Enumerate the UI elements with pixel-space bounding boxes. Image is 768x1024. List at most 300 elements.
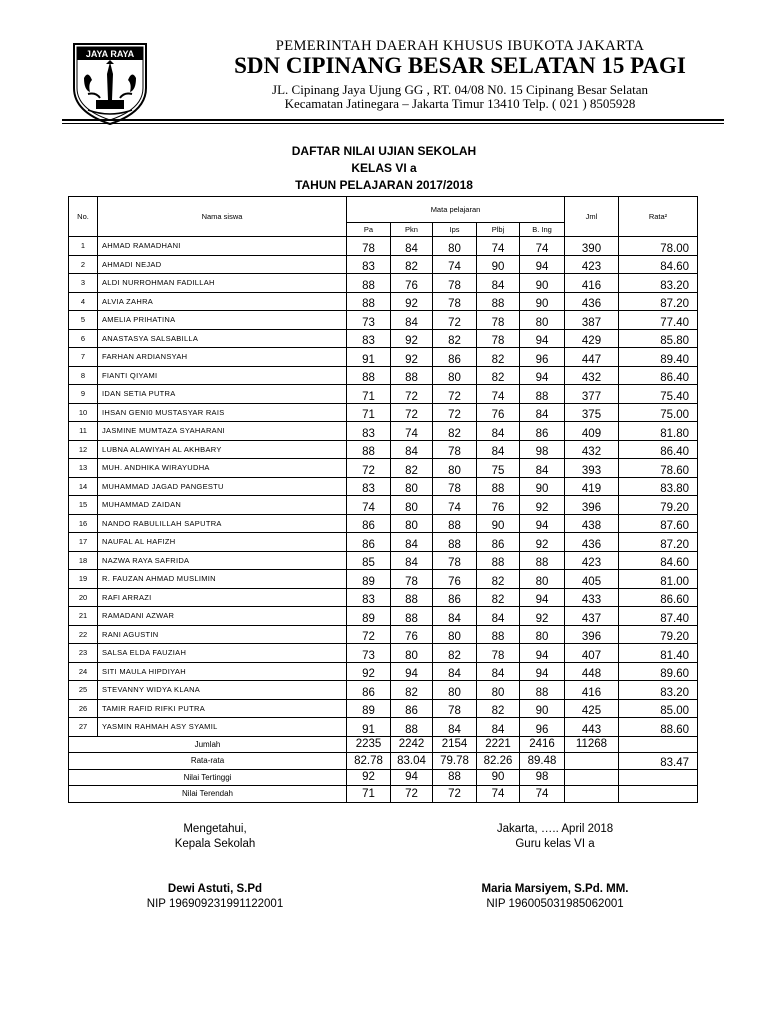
row-number: 19 [69,570,98,589]
score-cell: 82 [391,255,433,274]
signature-right-line1: Jakarta, ….. April 2018 [496,823,614,835]
total-cell: 423 [565,551,619,570]
table-row [69,681,698,700]
row-number: 10 [69,403,98,422]
score-cell: 82 [477,366,520,385]
average-cell: 78.60 [619,459,698,478]
score-cell: 90 [520,292,565,311]
summary-label: Nilai Tertinggi [69,769,347,786]
row-number: 15 [69,496,98,515]
svg-text:JAYA RAYA: JAYA RAYA [85,49,135,59]
score-cell: 94 [520,662,565,681]
score-cell: 78 [433,477,477,496]
total-cell: 436 [565,533,619,552]
summary-value: 82.26 [477,753,520,770]
score-cell: 88 [433,533,477,552]
average-cell: 87.20 [619,292,698,311]
average-cell: 83.80 [619,477,698,496]
row-number: 3 [69,274,98,293]
header-subject-plbj: Plbj [477,223,520,237]
row-number: 17 [69,533,98,552]
table-row [69,274,698,293]
row-number: 18 [69,551,98,570]
score-cell: 88 [477,477,520,496]
score-cell: 86 [347,533,391,552]
summary-rows [69,736,698,802]
total-cell: 377 [565,385,619,404]
total-cell: 416 [565,681,619,700]
summary-value: 88 [433,769,477,786]
score-cell: 89 [347,699,391,718]
score-cell: 83 [347,329,391,348]
score-cell: 73 [347,311,391,330]
average-cell: 84.60 [619,551,698,570]
summary-value: 92 [347,769,391,786]
average-cell: 87.20 [619,533,698,552]
header-rata: Rata² [619,197,698,237]
row-number: 8 [69,366,98,385]
student-name: SITI MAULA HIPDIYAH [98,662,347,681]
score-cell: 72 [347,625,391,644]
total-cell: 405 [565,570,619,589]
score-cell: 86 [520,422,565,441]
score-cell: 72 [433,385,477,404]
total-cell: 423 [565,255,619,274]
grades-table [68,196,698,803]
score-cell: 86 [477,533,520,552]
table-row [69,588,698,607]
summary-row [69,769,698,786]
average-cell: 79.20 [619,496,698,515]
score-cell: 76 [433,570,477,589]
table-row [69,459,698,478]
row-number: 5 [69,311,98,330]
average-cell: 86.40 [619,366,698,385]
summary-label: Nilai Terendah [69,786,347,803]
score-cell: 73 [347,644,391,663]
average-cell: 75.00 [619,403,698,422]
summary-value: 72 [391,786,433,803]
score-cell: 82 [477,699,520,718]
score-cell: 84 [477,440,520,459]
score-cell: 78 [433,440,477,459]
score-cell: 74 [433,255,477,274]
signature-left [110,822,320,912]
score-cell: 78 [433,292,477,311]
table-row [69,551,698,570]
summary-value: 71 [347,786,391,803]
summary-value: 79.78 [433,753,477,770]
score-cell: 88 [520,385,565,404]
total-cell: 432 [565,440,619,459]
summary-average: 83.47 [619,753,698,770]
summary-row [69,736,698,753]
score-cell: 84 [477,718,520,737]
average-cell: 89.60 [619,662,698,681]
score-cell: 84 [433,718,477,737]
average-cell: 83.20 [619,681,698,700]
score-cell: 75 [477,459,520,478]
score-cell: 74 [433,496,477,515]
score-cell: 91 [347,348,391,367]
score-cell: 72 [433,311,477,330]
student-name: TAMIR RAFID RIFKI PUTRA [98,699,347,718]
summary-value: 98 [520,769,565,786]
average-cell: 88.60 [619,718,698,737]
score-cell: 88 [520,551,565,570]
average-cell: 87.40 [619,607,698,626]
score-cell: 84 [477,274,520,293]
row-number: 16 [69,514,98,533]
total-cell: 433 [565,588,619,607]
score-cell: 94 [520,588,565,607]
score-cell: 84 [477,422,520,441]
score-cell: 90 [520,274,565,293]
score-cell: 88 [347,274,391,293]
score-cell: 71 [347,385,391,404]
score-cell: 86 [391,699,433,718]
signature-left-line1: Mengetahui, [183,823,247,835]
total-cell: 375 [565,403,619,422]
summary-value: 89.48 [520,753,565,770]
total-cell: 393 [565,459,619,478]
row-number: 9 [69,385,98,404]
summary-label: Jumlah [69,736,347,753]
score-cell: 78 [477,329,520,348]
score-cell: 90 [477,514,520,533]
average-cell: 78.00 [619,237,698,256]
row-number: 22 [69,625,98,644]
table-row [69,440,698,459]
student-name: AHMAD RAMADHANI [98,237,347,256]
score-cell: 84 [391,551,433,570]
jaya-raya-emblem-icon [66,40,154,126]
score-cell: 90 [520,699,565,718]
score-cell: 84 [391,311,433,330]
score-cell: 86 [433,348,477,367]
letterhead [0,0,768,125]
school-address-line-1: JL. Cipinang Jaya Ujung GG , RT. 04/08 N0. 15 Cipinang Besar Selatan [272,82,648,97]
student-name: NAZWA RAYA SAFRIDA [98,551,347,570]
score-cell: 98 [520,440,565,459]
total-cell: 448 [565,662,619,681]
header-name: Nama siswa [98,197,347,237]
score-cell: 89 [347,607,391,626]
score-cell: 84 [433,607,477,626]
score-cell: 82 [391,681,433,700]
score-cell: 92 [391,292,433,311]
score-cell: 80 [433,625,477,644]
average-cell: 86.60 [619,588,698,607]
student-name: IHSAN GENI0 MUSTASYAR RAIS [98,403,347,422]
score-cell: 88 [347,292,391,311]
summary-label: Rata-rata [69,753,347,770]
score-cell: 74 [347,496,391,515]
score-cell: 88 [391,607,433,626]
score-cell: 94 [520,366,565,385]
score-cell: 78 [433,274,477,293]
total-cell: 387 [565,311,619,330]
score-cell: 96 [520,718,565,737]
header-subject-bing: B. Ing [520,223,565,237]
row-number: 12 [69,440,98,459]
total-cell: 436 [565,292,619,311]
score-cell: 88 [477,292,520,311]
signature-right-line2: Guru kelas VI a [515,838,595,850]
total-cell: 396 [565,625,619,644]
total-cell: 432 [565,366,619,385]
score-cell: 84 [477,607,520,626]
row-number: 13 [69,459,98,478]
title-line-2: KELAS VI a [351,161,417,175]
summary-total [565,769,619,786]
score-cell: 80 [477,681,520,700]
score-cell: 84 [391,440,433,459]
score-cell: 82 [391,459,433,478]
score-cell: 80 [391,477,433,496]
total-cell: 390 [565,237,619,256]
total-cell: 447 [565,348,619,367]
student-name: AHMADI NEJAD [98,255,347,274]
score-cell: 83 [347,588,391,607]
score-cell: 80 [433,681,477,700]
header-subject-ips: Ips [433,223,477,237]
student-name: ALVIA ZAHRA [98,292,347,311]
table-row [69,644,698,663]
total-cell: 437 [565,607,619,626]
student-name: AMELIA PRIHATINA [98,311,347,330]
score-cell: 84 [477,662,520,681]
summary-value: 2154 [433,736,477,753]
score-cell: 78 [477,311,520,330]
score-cell: 89 [347,570,391,589]
score-cell: 94 [520,329,565,348]
summary-value: 74 [477,786,520,803]
student-name: ALDI NURROHMAN FADILLAH [98,274,347,293]
total-cell: 407 [565,644,619,663]
row-number: 6 [69,329,98,348]
school-address-line-2: Kecamatan Jatinegara – Jakarta Timur 13410 Telp. ( 021 ) 8505928 [284,96,636,111]
score-cell: 86 [433,588,477,607]
score-cell: 88 [520,681,565,700]
student-name: MUHAMMAD JAGAD PANGESTU [98,477,347,496]
table-row [69,403,698,422]
score-cell: 88 [391,588,433,607]
score-cell: 90 [520,477,565,496]
table-row [69,570,698,589]
table-row [69,255,698,274]
student-name: JASMINE MUMTAZA SYAHARANI [98,422,347,441]
score-cell: 94 [520,514,565,533]
score-cell: 80 [433,366,477,385]
score-cell: 88 [391,366,433,385]
table-row [69,514,698,533]
row-number: 4 [69,292,98,311]
student-name: RAFI ARRAZI [98,588,347,607]
score-cell: 84 [391,533,433,552]
table-row [69,699,698,718]
average-cell: 81.80 [619,422,698,441]
row-number: 23 [69,644,98,663]
signature-right-name: Maria Marsiyem, S.Pd. MM. [481,883,629,895]
average-cell: 77.40 [619,311,698,330]
score-cell: 76 [391,274,433,293]
school-name: SDN CIPINANG BESAR SELATAN 15 PAGI [234,53,686,78]
score-cell: 72 [391,403,433,422]
header-jml: Jml [565,197,619,237]
student-name: FIANTI QIYAMI [98,366,347,385]
average-cell: 81.00 [619,570,698,589]
row-number: 27 [69,718,98,737]
table-row [69,329,698,348]
student-name: SALSA ELDA FAUZIAH [98,644,347,663]
score-cell: 82 [433,422,477,441]
summary-value: 74 [520,786,565,803]
summary-total [565,753,619,770]
total-cell: 443 [565,718,619,737]
score-cell: 78 [433,551,477,570]
score-cell: 80 [520,625,565,644]
row-number: 26 [69,699,98,718]
summary-value: 90 [477,769,520,786]
score-cell: 78 [433,699,477,718]
summary-row [69,786,698,803]
score-cell: 80 [433,459,477,478]
table-row [69,422,698,441]
summary-value: 94 [391,769,433,786]
row-number: 1 [69,237,98,256]
table-row [69,292,698,311]
average-cell: 89.40 [619,348,698,367]
score-cell: 74 [477,385,520,404]
score-cell: 86 [347,514,391,533]
score-cell: 80 [520,570,565,589]
total-cell: 409 [565,422,619,441]
score-cell: 78 [477,644,520,663]
total-cell: 419 [565,477,619,496]
header-no: No. [69,197,98,237]
student-name: FARHAN ARDIANSYAH [98,348,347,367]
student-name: MUHAMMAD ZAIDAN [98,496,347,515]
summary-row [69,753,698,770]
row-number: 24 [69,662,98,681]
score-cell: 85 [347,551,391,570]
header-subject-pa: Pa [347,223,391,237]
student-name: MUH. ANDHIKA WIRAYUDHA [98,459,347,478]
score-cell: 83 [347,477,391,496]
total-cell: 396 [565,496,619,515]
score-cell: 78 [391,570,433,589]
score-cell: 91 [347,718,391,737]
table-row [69,607,698,626]
score-cell: 82 [433,644,477,663]
total-cell: 425 [565,699,619,718]
table-row [69,533,698,552]
average-cell: 86.40 [619,440,698,459]
score-cell: 92 [347,662,391,681]
student-name: IDAN SETIA PUTRA [98,385,347,404]
table-row [69,348,698,367]
score-cell: 92 [391,348,433,367]
signature-right [440,822,670,912]
header-subject-pkn: Pkn [391,223,433,237]
student-name: NANDO RABULILLAH SAPUTRA [98,514,347,533]
score-cell: 84 [520,403,565,422]
student-name: RANI AGUSTIN [98,625,347,644]
student-name: RAMADANI AZWAR [98,607,347,626]
student-name: STEVANNY WIDYA KLANA [98,681,347,700]
student-rows [69,237,698,737]
signature-left-line2: Kepala Sekolah [174,838,256,850]
score-cell: 80 [391,496,433,515]
score-cell: 82 [477,570,520,589]
student-name: LUBNA ALAWIYAH AL AKHBARY [98,440,347,459]
score-cell: 74 [520,237,565,256]
score-cell: 83 [347,422,391,441]
score-cell: 88 [347,440,391,459]
table-row [69,718,698,737]
score-cell: 83 [347,255,391,274]
table-row [69,496,698,515]
student-name: R. FAUZAN AHMAD MUSLIMIN [98,570,347,589]
score-cell: 96 [520,348,565,367]
score-cell: 92 [520,607,565,626]
average-cell: 79.20 [619,625,698,644]
table-row [69,311,698,330]
summary-value: 2221 [477,736,520,753]
summary-value: 2416 [520,736,565,753]
summary-value: 2235 [347,736,391,753]
score-cell: 71 [347,403,391,422]
table-row [69,662,698,681]
average-cell: 75.40 [619,385,698,404]
score-cell: 84 [391,237,433,256]
summary-value: 2242 [391,736,433,753]
row-number: 20 [69,588,98,607]
summary-average [619,786,698,803]
average-cell: 85.00 [619,699,698,718]
summary-value: 72 [433,786,477,803]
score-cell: 72 [347,459,391,478]
total-cell: 438 [565,514,619,533]
score-cell: 94 [520,255,565,274]
signature-left-nip: NIP 196909231991122001 [146,898,284,910]
score-cell: 92 [520,533,565,552]
student-name: YASMIN RAHMAH ASY SYAMIL [98,718,347,737]
row-number: 2 [69,255,98,274]
score-cell: 94 [520,644,565,663]
score-cell: 76 [477,403,520,422]
row-number: 11 [69,422,98,441]
table-row [69,625,698,644]
score-cell: 78 [347,237,391,256]
summary-average [619,736,698,753]
score-cell: 84 [433,662,477,681]
score-cell: 80 [433,237,477,256]
header-divider-thick [62,119,724,121]
header-subjects: Mata pelajaran [347,197,565,223]
government-name: PEMERINTAH DAERAH KHUSUS IBUKOTA JAKARTA [275,38,645,54]
average-cell: 87.60 [619,514,698,533]
score-cell: 72 [433,403,477,422]
score-cell: 80 [391,514,433,533]
average-cell: 84.60 [619,255,698,274]
row-number: 21 [69,607,98,626]
student-name: ANASTASYA SALSABILLA [98,329,347,348]
row-number: 25 [69,681,98,700]
total-cell: 416 [565,274,619,293]
score-cell: 76 [477,496,520,515]
